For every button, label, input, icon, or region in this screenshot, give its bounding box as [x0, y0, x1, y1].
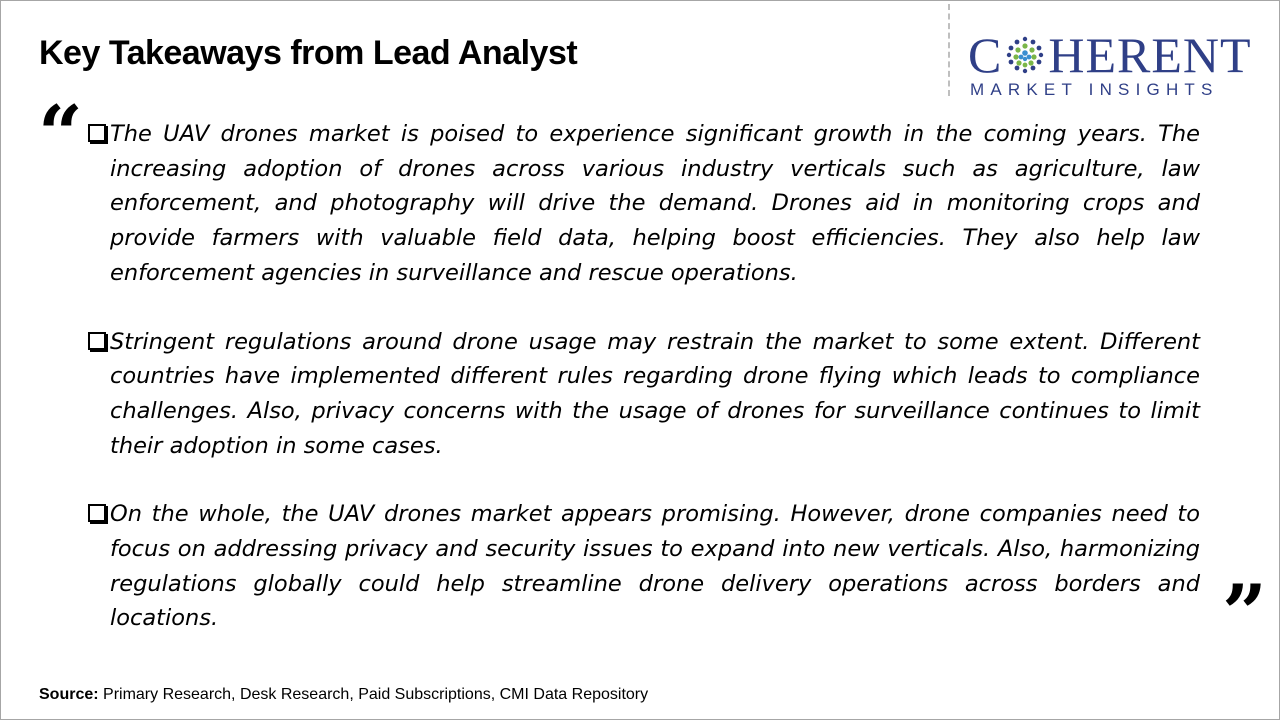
- source-label: Source:: [39, 686, 99, 703]
- takeaways-list: [86, 117, 1200, 670]
- takeaway-text: On the whole, the UAV drones market appears promising. However, drone companies need to focus on addressing privacy and security issues to expand into new verticals. Also, harmonizing regulations globally could help streamline drone delivery operations across borders and locations.: [110, 501, 1200, 632]
- close-quote-icon: ”: [1222, 568, 1267, 659]
- takeaway-text: Stringent regulations around drone usage may restrain the market to some extent. Different countries have implemented different rules regarding drone flying which leads to compliance challenges. Also, privacy concerns with the usage of drones for surveillance continues to limit their adoption in some cases.: [110, 328, 1200, 459]
- open-quote-icon: “: [38, 89, 83, 180]
- logo-tagline: MARKET INSIGHTS: [970, 80, 1219, 99]
- logo-letters-herent: HERENT: [1048, 27, 1252, 83]
- takeaway-text: The UAV drones market is poised to experience significant growth in the coming years. The increasing adoption of drones across various industry verticals such as agriculture, law enforcement, and photography will drive the demand. Drones aid in monitoring crops and provide farmers with valuable field data, helping boost efficiencies. They also help law enforcement agencies in surveillance and rescue operations.: [110, 121, 1200, 286]
- checkbox-bullet-icon: [88, 332, 106, 350]
- checkbox-bullet-icon: [88, 124, 106, 142]
- company-logo: [968, 27, 1260, 100]
- logo-divider: [948, 4, 950, 96]
- logo-wordmark: [968, 27, 1252, 83]
- logo-letter-c: C: [968, 27, 1003, 83]
- source-note: [39, 686, 648, 704]
- source-text: Primary Research, Desk Research, Paid Subscriptions, CMI Data Repository: [98, 686, 649, 703]
- takeaway-item: [86, 325, 1200, 464]
- checkbox-bullet-icon: [88, 504, 106, 522]
- takeaway-item: [86, 497, 1200, 636]
- dotted-globe-icon: [1004, 34, 1046, 76]
- takeaway-item: [86, 117, 1200, 291]
- page-title: Key Takeaways from Lead Analyst: [39, 34, 578, 72]
